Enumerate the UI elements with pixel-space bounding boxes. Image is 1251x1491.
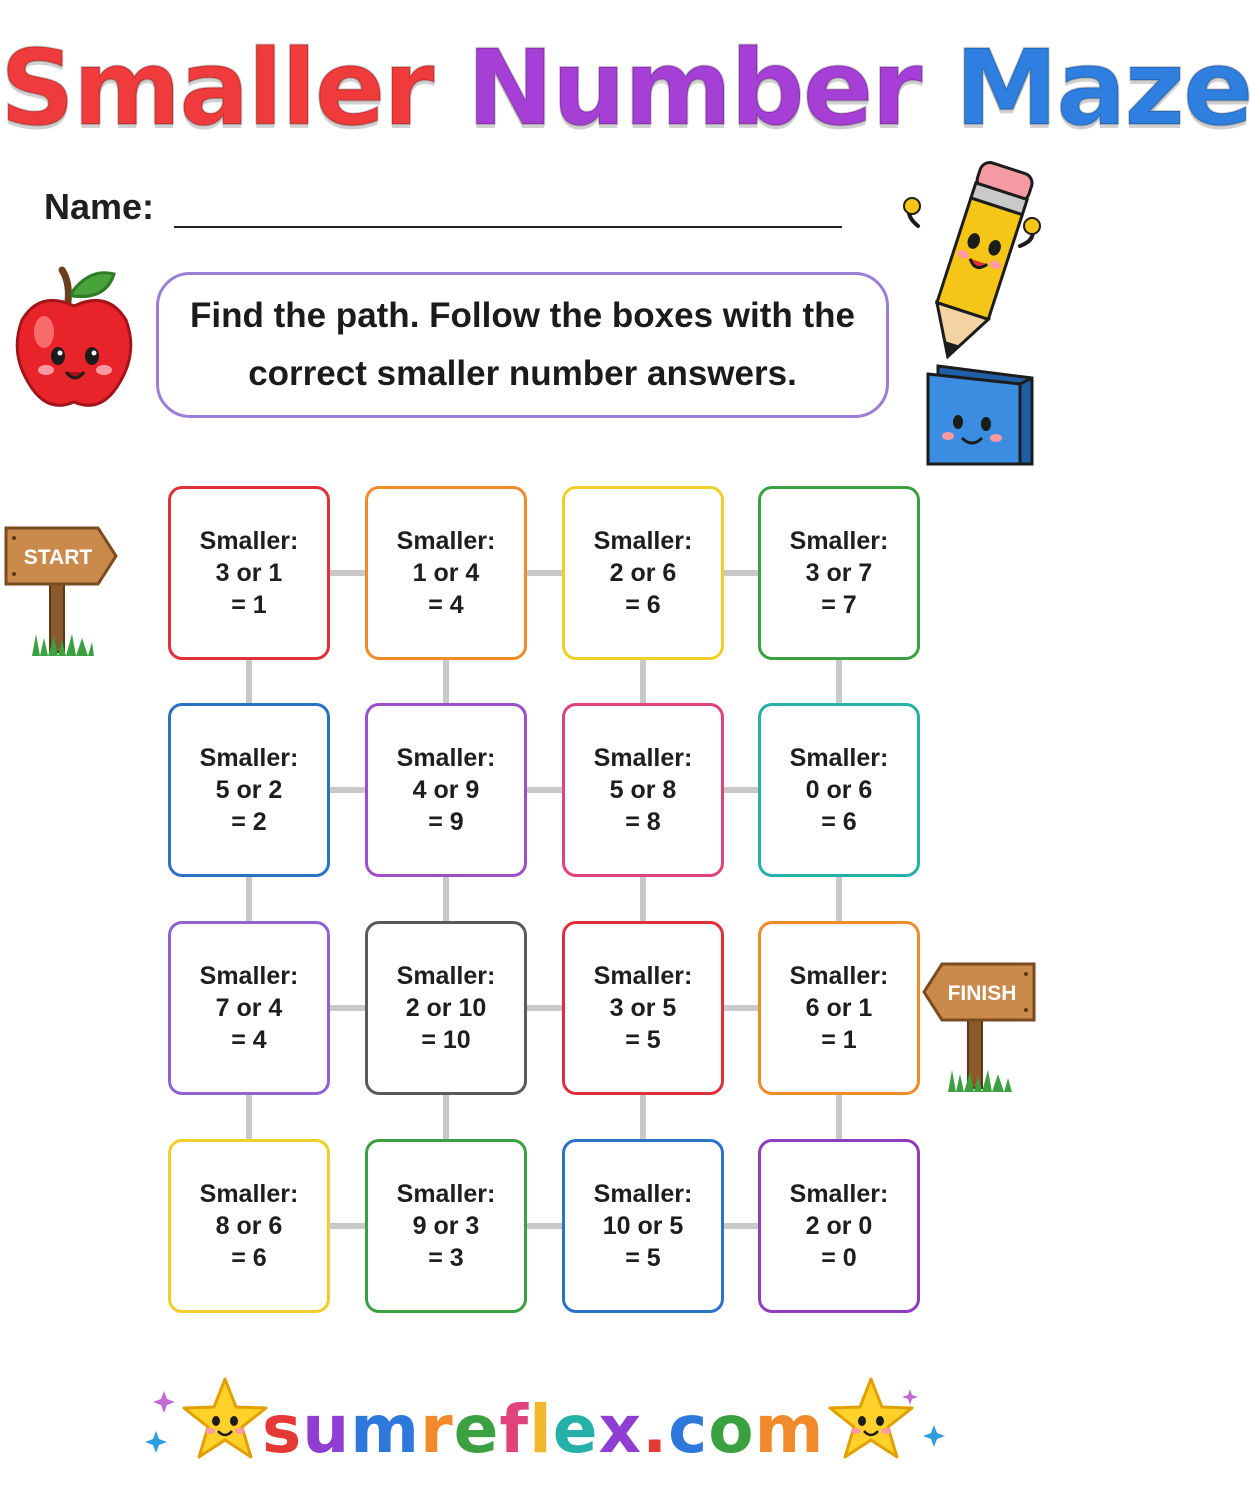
maze-connector-vertical xyxy=(443,660,449,703)
maze-cell[interactable] xyxy=(168,921,330,1095)
cell-heading: Smaller: xyxy=(593,1180,693,1208)
maze-cell[interactable] xyxy=(758,703,920,877)
sparkle-icon xyxy=(900,1385,950,1465)
cell-pair: 5 or 8 xyxy=(609,776,677,804)
footer xyxy=(0,1385,1055,1475)
maze-connector-vertical xyxy=(640,1095,646,1139)
maze-cell[interactable] xyxy=(365,1139,527,1313)
maze-connector-horizontal xyxy=(527,570,562,576)
cell-heading: Smaller: xyxy=(789,962,889,990)
cell-heading: Smaller: xyxy=(199,1180,299,1208)
cell-pair: 3 or 1 xyxy=(215,559,283,587)
maze-connector-horizontal xyxy=(330,787,365,793)
cell-heading: Smaller: xyxy=(789,1180,889,1208)
cell-pair: 2 or 0 xyxy=(805,1212,873,1240)
cell-answer: = 4 xyxy=(428,591,464,619)
cell-answer: = 6 xyxy=(821,808,857,836)
maze-connector-horizontal xyxy=(330,1223,365,1229)
maze-cell[interactable] xyxy=(562,486,724,660)
title-word: Number xyxy=(466,27,921,149)
cell-pair: 4 or 9 xyxy=(412,776,480,804)
cell-answer: = 5 xyxy=(625,1244,661,1272)
cell-pair: 5 or 2 xyxy=(215,776,283,804)
cell-heading: Smaller: xyxy=(789,527,889,555)
cell-pair: 2 or 10 xyxy=(405,994,487,1022)
cell-pair: 3 or 5 xyxy=(609,994,677,1022)
maze-connector-horizontal xyxy=(724,1223,758,1229)
finish-sign-icon xyxy=(920,960,1038,1096)
cell-answer: = 3 xyxy=(428,1244,464,1272)
cell-heading: Smaller: xyxy=(199,744,299,772)
cell-pair: 9 or 3 xyxy=(412,1212,480,1240)
title-word: Smaller xyxy=(0,27,433,149)
cell-heading: Smaller: xyxy=(396,1180,496,1208)
cell-pair: 2 or 6 xyxy=(609,559,677,587)
maze-connector-vertical xyxy=(836,877,842,921)
maze-connector-vertical xyxy=(443,1095,449,1139)
cell-pair: 0 or 6 xyxy=(805,776,873,804)
cell-answer: = 7 xyxy=(821,591,857,619)
cell-answer: = 1 xyxy=(821,1026,857,1054)
maze-connector-vertical xyxy=(836,660,842,703)
cell-heading: Smaller: xyxy=(396,744,496,772)
cell-answer: = 6 xyxy=(625,591,661,619)
start-sign-icon xyxy=(4,524,120,660)
maze-connector-vertical xyxy=(640,877,646,921)
maze-cell[interactable] xyxy=(365,703,527,877)
maze-connector-vertical xyxy=(443,877,449,921)
maze-cell[interactable] xyxy=(562,703,724,877)
cell-heading: Smaller: xyxy=(593,744,693,772)
cell-heading: Smaller: xyxy=(593,527,693,555)
maze-cell[interactable] xyxy=(758,1139,920,1313)
maze-connector-horizontal xyxy=(527,1223,562,1229)
maze-cell[interactable] xyxy=(758,486,920,660)
maze-cell[interactable] xyxy=(365,486,527,660)
finish-sign-label: FINISH xyxy=(947,982,1017,1005)
maze-connector-vertical xyxy=(640,660,646,703)
cell-heading: Smaller: xyxy=(789,744,889,772)
maze-cell[interactable] xyxy=(168,1139,330,1313)
cell-answer: = 9 xyxy=(428,808,464,836)
cell-answer: = 8 xyxy=(625,808,661,836)
cell-heading: Smaller: xyxy=(396,527,496,555)
cell-answer: = 1 xyxy=(231,591,267,619)
maze-connector-vertical xyxy=(246,877,252,921)
cell-heading: Smaller: xyxy=(593,962,693,990)
maze-cell[interactable] xyxy=(758,921,920,1095)
cell-pair: 1 or 4 xyxy=(412,559,480,587)
maze-cell[interactable] xyxy=(168,703,330,877)
maze-cell[interactable] xyxy=(562,1139,724,1313)
site-url[interactable]: sumreflex.com xyxy=(262,1391,825,1468)
maze-cell[interactable] xyxy=(168,486,330,660)
instructions-text: Find the path. Follow the boxes with the correct smaller number answers. xyxy=(190,296,855,393)
cell-answer: = 4 xyxy=(231,1026,267,1054)
maze-connector-horizontal xyxy=(330,1005,365,1011)
start-sign-label: START xyxy=(23,546,93,569)
maze-connector-horizontal xyxy=(724,570,758,576)
cell-heading: Smaller: xyxy=(199,527,299,555)
cell-answer: = 10 xyxy=(421,1026,471,1054)
maze-connector-vertical xyxy=(836,1095,842,1139)
maze-connector-horizontal xyxy=(724,787,758,793)
cell-heading: Smaller: xyxy=(199,962,299,990)
cell-pair: 10 or 5 xyxy=(602,1212,684,1240)
cell-answer: = 5 xyxy=(625,1026,661,1054)
cell-heading: Smaller: xyxy=(396,962,496,990)
maze-connector-horizontal xyxy=(330,570,365,576)
cell-answer: = 6 xyxy=(231,1244,267,1272)
maze-connector-vertical xyxy=(246,660,252,703)
maze-connector-horizontal xyxy=(527,787,562,793)
maze-connector-horizontal xyxy=(724,1005,758,1011)
maze-connector-vertical xyxy=(246,1095,252,1139)
cell-answer: = 2 xyxy=(231,808,267,836)
maze-cell[interactable] xyxy=(562,921,724,1095)
cell-pair: 6 or 1 xyxy=(805,994,873,1022)
cell-pair: 7 or 4 xyxy=(215,994,283,1022)
name-label: Name: xyxy=(44,186,155,227)
star-icon xyxy=(180,1375,270,1465)
title-word: Maze xyxy=(954,27,1251,149)
cell-pair: 8 or 6 xyxy=(215,1212,283,1240)
cell-pair: 3 or 7 xyxy=(805,559,873,587)
maze-cell[interactable] xyxy=(365,921,527,1095)
cell-answer: = 0 xyxy=(821,1244,857,1272)
maze-connector-horizontal xyxy=(527,1005,562,1011)
